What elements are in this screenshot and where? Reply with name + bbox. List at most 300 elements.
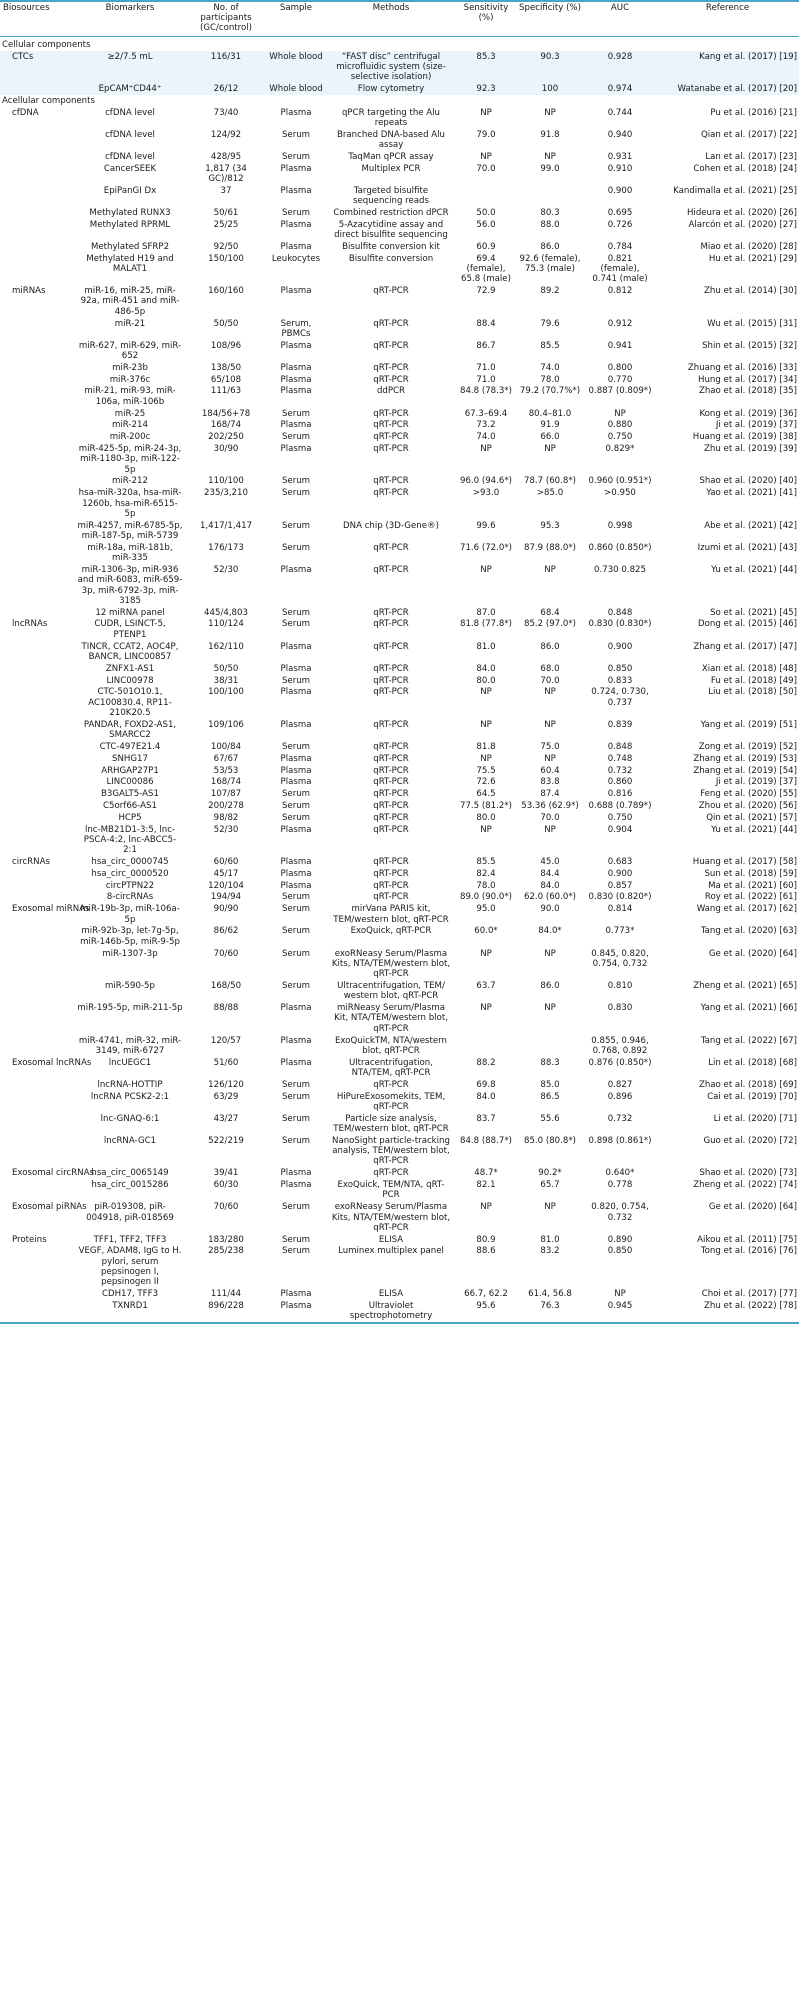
auc-cell: 0.695 [607,207,633,218]
biosource-cell [0,340,74,362]
sample-cell: Plasma [280,719,312,730]
methods-cell: Flow cytometry [326,83,456,95]
participants-cell: 150/100 [208,253,244,264]
sample-cell: Serum [281,129,311,140]
participants-cell: 92/50 [213,241,239,252]
participants-cell: 162/110 [208,641,244,652]
biosource-cell [0,892,74,904]
biosource-cell [0,542,74,564]
auc-cell: 0.998 [607,520,633,531]
biomarker-cell: CUDR, LSINCT-5, PTENP1 [94,619,166,640]
biomarker-cell: miR-1307-3p [102,948,158,959]
specificity-cell: 70.0 [540,812,560,823]
reference-cell: Zhao et al. (2018) [69] [698,1079,797,1090]
methods-cell: Targeted bisulfite sequencing reads [353,185,429,207]
sample-cell: Serum [281,607,311,618]
specificity-cell: 68.0 [540,663,560,674]
reference-cell: Izumi et al. (2021) [43] [697,542,797,553]
sensitivity-cell: 48.7* [474,1168,498,1179]
methods-cell: qRT-PCR [373,765,409,776]
auc-cell: 0.724, 0.730, 0.737 [591,687,649,708]
sensitivity-cell: 74.0 [476,432,496,443]
sensitivity-cell: 81.8 [476,741,496,752]
participants-cell: 30/90 [213,443,239,454]
specificity-cell: 80.4–81.0 [528,408,572,419]
auc-cell: 0.898 (0.861*) [588,1135,652,1146]
sample-cell: Plasma [280,1180,312,1191]
participants-cell: 110/124 [208,619,244,630]
participants-cell: 26/12 [186,83,266,95]
sensitivity-cell: 71.6 (72.0*) [459,542,512,553]
participants-cell: 184/56+78 [201,408,251,419]
methods-cell: Ultracentrifugation, TEM/ western blot, qRT-PCR [337,980,445,1002]
auc-cell: 0.829* [605,443,635,454]
sample-cell: Plasma [280,564,312,575]
auc-cell: NP [614,408,626,419]
table-row [0,619,799,641]
methods-cell: qRT-PCR [373,789,409,800]
participants-cell: 50/61 [213,207,239,218]
specificity-cell: 83.8 [540,777,560,788]
auc-cell: 0.688 (0.789*) [588,800,652,811]
auc-cell: 0.896 [607,1091,633,1102]
sample-cell: Serum [281,1135,311,1146]
auc-cell: 0.848 [607,741,633,752]
methods-cell: qPCR targeting the Alu repeats [341,107,441,128]
biomarker-cell: miR-18a, miR-181b, miR-335 [87,542,173,564]
reference-cell: Hideura et al. (2020) [26] [686,207,797,218]
biosource-cell: Exosomal piRNAs [12,1202,87,1213]
biosource-cell [0,185,74,207]
table-row [0,318,799,340]
table-row [0,487,799,519]
sensitivity-cell: 80.0 [476,675,496,686]
section-title: Acellular components [0,95,799,107]
sample-cell: Serum, PBMCs [280,318,312,339]
table-row [0,1300,799,1323]
reference-cell: Zong et al. (2019) [52] [698,741,797,752]
biomarker-cell: miR-23b [112,362,148,373]
sensitivity-cell: 77.5 (81.2*) [459,800,512,811]
biomarker-cell: hsa_circ_0000520 [91,868,169,879]
methods-cell: qRT-PCR [373,741,409,752]
sample-cell: Plasma [280,1301,312,1311]
participants-cell: 88/88 [213,1003,239,1014]
sensitivity-cell: >93.0 [472,488,500,499]
sample-cell: Plasma [280,1057,312,1068]
specificity-cell: NP [544,1003,556,1014]
auc-cell: 0.860 (0.850*) [588,542,652,553]
participants-cell: 90/90 [213,904,239,915]
biosource-cell [0,241,74,253]
biosource-cell [0,812,74,824]
table-row [0,1113,799,1135]
table-row [0,765,799,777]
reference-cell: Zhuang et al. (2016) [33] [687,362,797,373]
table-row [0,241,799,253]
specificity-cell: NP [544,948,556,959]
biomarker-cell: miR-4741, miR-32, miR-3149, miR-6727 [78,1035,182,1056]
biomarker-cell: lncUEGC1 [108,1057,152,1068]
specificity-cell: NP [544,443,556,454]
sample-cell: Serum [281,980,311,991]
specificity-cell: 60.4 [540,765,560,776]
sensitivity-cell: 81.8 (77.8*) [459,619,512,630]
participants-cell: 25/25 [213,219,239,230]
reference-cell: Huang et al. (2019) [38] [692,432,797,443]
participants-cell: 200/278 [208,800,244,811]
biosource-cell [0,948,74,980]
methods-cell: qRT-PCR [373,488,409,499]
participants-cell: 126/120 [208,1079,244,1090]
methods-cell: qRT-PCR [373,812,409,823]
auc-cell: 0.904 [607,824,633,835]
biomarker-cell: miR-212 [112,476,148,487]
participants-cell: 107/87 [210,789,242,800]
specificity-cell: 79.6 [540,318,560,329]
auc-cell: 0.912 [607,318,633,329]
methods-cell: qRT-PCR [373,800,409,811]
biosource-cell [0,777,74,789]
biosource-cell [0,753,74,765]
specificity-cell: 91.9 [540,420,560,431]
reference-cell: Zhao et al. (2018) [35] [698,386,797,397]
sensitivity-cell: 50.0 [476,207,496,218]
participants-cell: 100/84 [210,741,242,752]
biomarker-cell: Methylated RPRML [89,219,171,230]
table-row [0,185,799,207]
biomarker-cell: miR-425-5p, miR-24-3p, miR-1180-3p, miR-122-5p [78,443,182,475]
reference-cell: Shin et al. (2015) [32] [702,340,797,351]
methods-cell: Luminex multiplex panel [338,1246,444,1257]
auc-cell: 0.730 0.825 [594,564,646,575]
biomarker-cell: miR-214 [112,420,148,431]
sensitivity-cell: 84.8 (78.3*) [459,386,512,397]
specificity-cell: 88.3 [540,1057,560,1068]
methods-cell: qRT-PCR [373,564,409,575]
table-row [0,476,799,488]
biomarker-cell: miR-19b-3p, miR-106a-5p [80,904,180,925]
section-row [0,95,799,107]
biosource-cell: miRNAs [12,286,46,297]
table-row [0,107,799,129]
participants-cell: 168/50 [210,980,242,991]
sample-cell: Plasma [280,753,312,764]
biosource-cell [0,607,74,619]
methods-cell: qRT-PCR [373,777,409,788]
sensitivity-cell: 96.0 (94.6*) [459,476,512,487]
auc-cell: 0.830 [607,1003,633,1014]
biosource-cell [0,318,74,340]
biosource-cell: CTCs [0,51,74,83]
reference-cell: Aikou et al. (2011) [75] [697,1234,797,1245]
sample-cell: Plasma [280,777,312,788]
header-cell: Reference [656,1,799,36]
reference-cell: Yu et al. (2021) [44] [711,824,797,835]
specificity-cell: 90.0 [540,904,560,915]
biosource-cell [0,719,74,741]
sample-cell: Plasma [280,641,312,652]
participants-cell: 43/27 [213,1113,239,1124]
specificity-cell: 74.0 [540,362,560,373]
sample-cell: Plasma [280,219,312,230]
biomarker-cell: PANDAR, FOXD2-AS1, SMARCC2 [83,719,177,741]
biomarker-cell: hsa_circ_0015286 [91,1180,169,1191]
reference-cell: Miao et al. (2020) [28] [700,241,797,252]
participants-cell: 235/3,210 [204,488,248,499]
methods-cell: qRT-PCR [373,719,409,730]
sensitivity-cell: 56.0 [476,219,496,230]
auc-cell: 0.830 (0.830*) [588,619,652,630]
sample-cell: Plasma [280,362,312,373]
reference-cell: Cai et al. (2019) [70] [707,1091,797,1102]
sample-cell: Serum [281,476,311,487]
sample-cell: Serum [281,1234,311,1245]
sensitivity-cell: NP [480,564,492,575]
biosource-cell [0,824,74,856]
reference-cell: Cohen et al. (2018) [24] [693,163,797,174]
biomarker-cell: lncRNA-GC1 [103,1135,157,1146]
sample-cell: Serum [281,892,311,903]
participants-cell: 111/63 [210,386,242,397]
sensitivity-cell: 88.2 [476,1057,496,1068]
auc-cell: >0.950 [604,488,636,499]
participants-cell: 285/238 [208,1246,244,1257]
biosource-cell [0,253,74,285]
participants-cell: 110/100 [208,476,244,487]
biosource-cell [0,880,74,892]
methods-cell: qRT-PCR [373,286,409,297]
auc-cell: 0.770 [607,374,633,385]
table-row [0,741,799,753]
specificity-cell: 87.9 (88.0*) [523,542,576,553]
reference-cell: Zhu et al. (2019) [39] [704,443,797,454]
sensitivity-cell: 75.5 [476,765,496,776]
specificity-cell: 78.0 [540,374,560,385]
participants-cell: 45/17 [213,868,239,879]
auc-cell: 0.974 [584,83,656,95]
biosource-cell [0,926,74,948]
sensitivity-cell: 60.0* [474,926,498,937]
auc-cell: 0.845, 0.820, 0.754, 0.732 [591,948,649,969]
biomarker-cell: lncRNA-HOTTIP [97,1079,163,1090]
biomarker-cell: CTC-497E21.4 [99,741,161,752]
methods-cell: NanoSight particle-tracking analysis, TEM/western blot, qRT-PCR [332,1135,450,1167]
biomarker-cell: lnc-MB21D1-3:5, lnc-PSCA-4:2, lnc-ABCC5-2:1 [83,824,177,856]
sensitivity-cell: 71.0 [476,362,496,373]
auc-cell: 0.814 [607,904,633,915]
specificity-cell: 87.4 [540,789,560,800]
table-row [0,980,799,1002]
reference-cell: Liu et al. (2018) [50] [708,687,797,698]
sample-cell: Serum [281,1079,311,1090]
sample-cell: Serum [281,432,311,443]
sensitivity-cell: 70.0 [476,163,496,174]
auc-cell: 0.640* [605,1168,635,1179]
reference-cell: Li et al. (2020) [71] [713,1113,797,1124]
table-row [0,753,799,765]
participants-cell: 39/41 [213,1168,239,1179]
table-row [0,856,799,868]
auc-cell: 0.821 (female), 0.741 (male) [592,253,648,285]
sensitivity-cell: 80.0 [476,812,496,823]
table-row [0,253,799,285]
methods-cell: qRT-PCR [373,607,409,618]
methods-cell: Combined restriction dPCR [333,207,449,218]
methods-cell: qRT-PCR [373,663,409,674]
biomarker-cell: Methylated RUNX3 [89,207,171,218]
sample-cell: Plasma [280,443,312,454]
methods-cell: qRT-PCR [373,824,409,835]
biosource-cell: Exosomal lncRNAs [12,1057,92,1068]
sample-cell: Plasma [280,824,312,835]
methods-cell: Bisulfite conversion kit [342,241,440,252]
methods-cell: ExoQuick, qRT-PCR [350,926,432,937]
biomarker-cell: miR-200c [109,432,151,443]
sensitivity-cell: NP [480,151,492,162]
methods-cell: qRT-PCR [373,675,409,686]
participants-cell: 65/108 [210,374,242,385]
sample-cell: Serum [281,1113,311,1124]
methods-cell: TaqMan qPCR assay [348,151,434,162]
sensitivity-cell: 84.8 (88.7*) [459,1135,512,1146]
biosource-cell [0,443,74,475]
reference-cell: Ge et al. (2020) [64] [708,1202,797,1213]
specificity-cell: 90.3 [516,51,584,83]
biosource-cell [0,800,74,812]
specificity-cell: 80.3 [540,207,560,218]
specificity-cell: 92.6 (female), 75.3 (male) [519,253,581,274]
specificity-cell: 81.0 [540,1234,560,1245]
biomarker-cell: EpiPanGI Dx [103,185,157,196]
specificity-cell: 88.0 [540,219,560,230]
biomarker-cell: cfDNA level [105,107,155,118]
auc-cell: 0.750 [607,432,633,443]
biomarker-cell: circPTPN22 [105,880,155,891]
biosource-cell: Exosomal circRNAs [12,1168,94,1179]
biomarker-cell: LINC00086 [106,777,154,788]
sample-cell: Plasma [280,687,312,698]
sensitivity-cell: 86.7 [476,340,496,351]
participants-cell: 183/280 [208,1234,244,1245]
sample-cell: Serum [281,408,311,419]
table-row [0,607,799,619]
specificity-cell: 95.3 [540,520,560,531]
biosource-cell [0,1246,74,1289]
participants-cell: 98/82 [213,812,239,823]
auc-cell: 0.748 [607,753,633,764]
methods-cell: qRT-PCR [373,432,409,443]
specificity-cell: 62.0 (60.0*) [523,892,576,903]
reference-cell: Tong et al. (2016) [76] [700,1246,797,1257]
specificity-cell: 45.0 [540,857,560,867]
reference-cell: Zhu et al. (2014) [30] [704,286,797,297]
specificity-cell: 89.2 [540,286,560,297]
participants-cell: 86/62 [213,926,239,937]
header-cell: AUC [584,1,656,36]
participants-cell: 108/96 [210,340,242,351]
specificity-cell: 53.36 (62.9*) [521,800,579,811]
reference-cell: Guo et al. (2020) [72] [703,1135,797,1146]
auc-cell: 0.827 [607,1079,633,1090]
sample-cell: Plasma [280,185,312,196]
biomarker-cell: Methylated H19 and MALAT1 [86,253,174,274]
participants-cell: 168/74 [210,777,242,788]
biosource-cell [0,374,74,386]
biomarker-cell: EpCAM⁺CD44⁺ [74,83,186,95]
table-row [0,129,799,151]
biomarker-cell: lncRNA PCSK2-2:1 [90,1091,170,1102]
sample-cell: Whole blood [266,83,326,95]
sample-cell: Plasma [280,880,312,891]
table-row [0,1234,799,1246]
sample-cell: Plasma [280,1003,312,1014]
table-row [0,719,799,741]
reference-cell: Shao et al. (2020) [40] [699,476,797,487]
methods-cell: miRNeasy Serum/Plasma Kit, NTA/TEM/western blot, qRT-PCR [334,1003,448,1034]
sample-cell: Serum [281,800,311,811]
biomarker-cell: lnc-GNAQ-6:1 [100,1113,160,1124]
auc-cell: 0.744 [607,107,633,118]
participants-cell: 120/104 [208,880,244,891]
specificity-cell: 86.0 [540,641,560,652]
sample-cell: Serum [281,948,311,959]
specificity-cell: 61.4, 56.8 [528,1289,572,1300]
sensitivity-cell: 64.5 [476,789,496,800]
methods-cell: qRT-PCR [373,362,409,373]
participants-cell: 1,817 (34 GC)/812 [205,163,247,184]
auc-cell: 0.928 [584,51,656,83]
biosource-cell [0,420,74,432]
specificity-cell: NP [544,107,556,118]
reference-cell: Ma et al. (2021) [60] [708,880,797,891]
specificity-cell: 84.0* [538,926,562,937]
sensitivity-cell: 89.0 (90.0*) [459,892,512,903]
sensitivity-cell: 88.6 [476,1246,496,1257]
reference-cell: Hu et al. (2021) [29] [708,253,797,264]
biomarker-cell: ≥2/7.5 mL [74,51,186,83]
reference-cell: Choi et al. (2017) [77] [701,1289,797,1300]
auc-cell: 0.810 [607,980,633,991]
sensitivity-cell: NP [480,719,492,730]
auc-cell: 0.857 [607,880,633,891]
biomarker-cell: miR-1306-3p, miR-936 and miR-6083, miR-659-3p, miR-6792-3p, miR-3185 [77,564,183,606]
reference-cell: So et al. (2021) [45] [710,607,797,618]
auc-cell: 0.848 [607,607,633,618]
methods-cell: qRT-PCR [373,443,409,454]
sample-cell: Plasma [280,868,312,879]
methods-cell: DNA chip (3D-Gene®) [343,520,439,531]
auc-cell: 0.945 [607,1301,633,1311]
biosource-cell: cfDNA [12,107,39,118]
sensitivity-cell: 99.6 [476,520,496,531]
header-cell: No. of participants (GC/control) [186,1,266,36]
auc-cell: 0.830 (0.820*) [588,892,652,903]
sample-cell: Serum [281,789,311,800]
specificity-cell: 99.0 [540,163,560,174]
biomarker-cell: CTC-501O10.1, AC100830.4, RP11-210K20.5 [88,687,172,718]
reference-cell: Abe et al. (2021) [42] [704,520,797,531]
specificity-cell: 90.2* [538,1168,562,1179]
reference-cell: Xian et al. (2018) [48] [701,663,797,674]
reference-cell: Sun et al. (2018) [59] [704,868,797,879]
sensitivity-cell: 88.4 [476,318,496,329]
specificity-cell: 78.7 (60.8*) [523,476,576,487]
table-row [0,1002,799,1034]
specificity-cell: 65.7 [540,1180,560,1191]
sensitivity-cell [456,185,516,207]
reference-cell: Yang et al. (2021) [66] [700,1003,797,1014]
